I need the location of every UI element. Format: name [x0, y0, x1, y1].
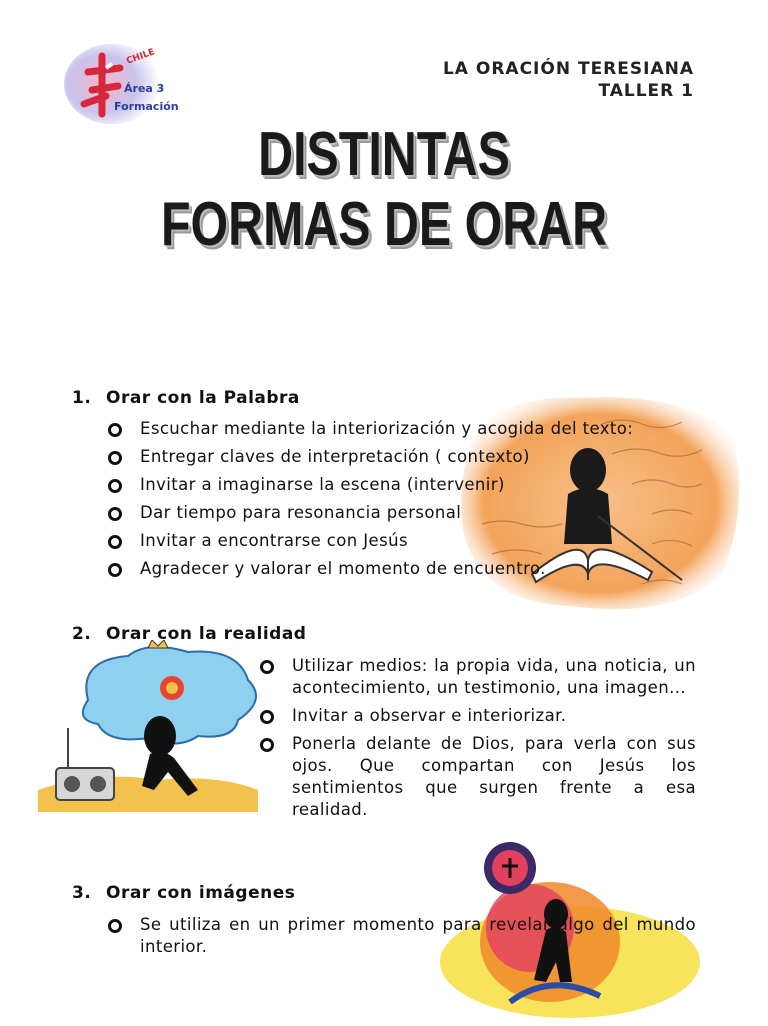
circle-bullet-icon	[108, 451, 122, 465]
section-1-number: 1.	[72, 388, 92, 408]
section-1-list	[108, 418, 696, 586]
page-title	[84, 120, 683, 260]
section-1-heading	[72, 388, 300, 408]
logo-country: CHILE	[125, 47, 157, 67]
list-item: Invitar a encontrarse con Jesús	[108, 530, 696, 552]
list-item: Entregar claves de interpretación ( contexto)	[108, 446, 696, 468]
list-item: Ponerla delante de Dios, para verla con sus ojos. Que compartan con Jesús los sentimientos que surgen frente a esa realidad.	[260, 733, 696, 821]
section-1-title: Orar con la Palabra	[106, 388, 300, 408]
section-2-list	[260, 655, 696, 827]
section-3-title: Orar con imágenes	[106, 883, 296, 903]
section-3-number: 3.	[72, 883, 92, 903]
logo-line1: Área 3	[124, 82, 165, 95]
list-item: Invitar a imaginarse la escena (intervenir)	[108, 474, 696, 496]
list-item: Dar tiempo para resonancia personal	[108, 502, 696, 524]
list-item: Se utiliza en un primer momento para revelar algo del mundo interior.	[108, 914, 696, 958]
circle-bullet-icon	[108, 507, 122, 521]
circle-bullet-icon	[108, 423, 122, 437]
section-3-heading	[72, 883, 295, 903]
area3-formacion-logo	[62, 38, 180, 126]
section-2-title: Orar con la realidad	[106, 624, 307, 644]
list-item: Invitar a observar e interiorizar.	[260, 705, 696, 727]
header-subtitle: TALLER 1	[598, 81, 694, 101]
circle-bullet-icon	[108, 535, 122, 549]
radio-thinker-illustration	[38, 640, 260, 820]
circle-bullet-icon	[108, 919, 122, 933]
list-item: Escuchar mediante la interiorización y acogida del texto:	[108, 418, 696, 440]
list-item: Utilizar medios: la propia vida, una noticia, un acontecimiento, un testimonio, una imagen...	[260, 655, 696, 699]
section-2-heading	[72, 624, 306, 644]
circle-bullet-icon	[260, 738, 274, 752]
circle-bullet-icon	[260, 710, 274, 724]
title-line-2: FORMAS DE ORAR	[161, 190, 607, 259]
logo-line2: Formación	[114, 100, 179, 113]
section-3-list	[108, 914, 696, 964]
document-header	[443, 58, 694, 102]
title-line-1: DISTINTAS	[258, 120, 510, 189]
circle-bullet-icon	[108, 479, 122, 493]
circle-bullet-icon	[260, 660, 274, 674]
section-2-number: 2.	[72, 624, 92, 644]
circle-bullet-icon	[108, 563, 122, 577]
list-item: Agradecer y valorar el momento de encuentro.	[108, 558, 696, 580]
header-title: LA ORACIÓN TERESIANA	[442, 59, 694, 79]
